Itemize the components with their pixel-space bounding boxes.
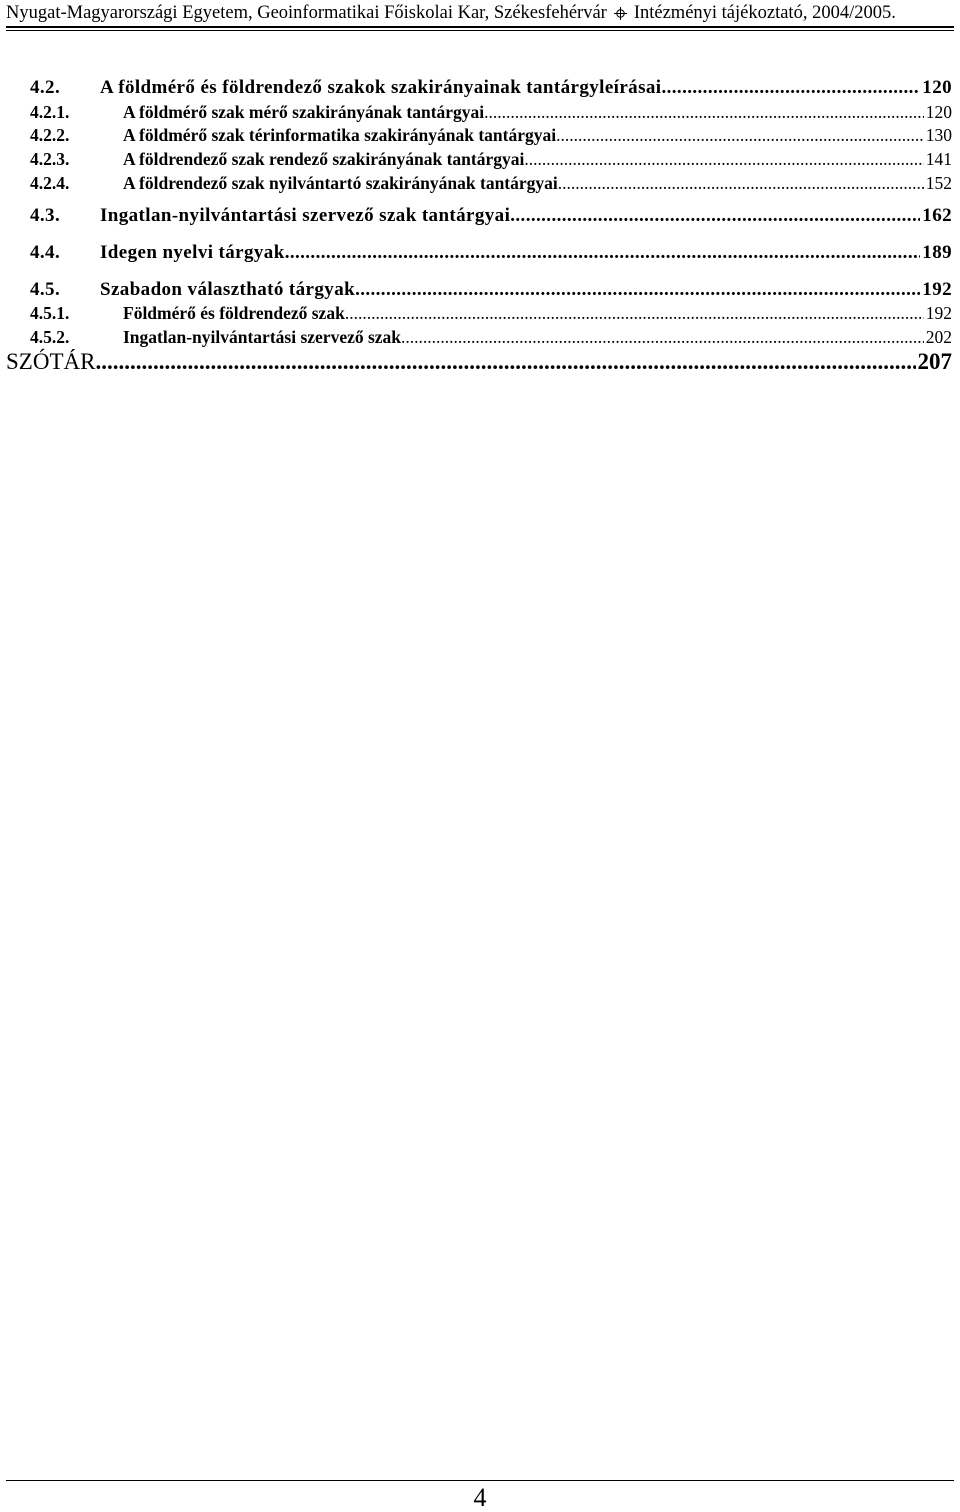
toc-entry-number: 4.2.2. [30,125,70,145]
toc-entry-title: A földmérő és földrendező szakok szakirányainak tantárgyleírásai [100,77,662,98]
toc-entry[interactable] [30,173,952,194]
toc-entry-number: 4.2.4. [30,173,70,193]
toc-entry[interactable] [30,242,952,264]
toc-entry[interactable] [30,149,952,170]
toc-entry-number: 4.5.1. [30,303,70,323]
toc-entry[interactable] [6,349,952,375]
toc-entry-title: Ingatlan-nyilvántartási szervező szak tantárgyai [100,205,511,226]
header-institution: Nyugat-Magyarországi Egyetem, Geoinformatikai Főiskolai Kar, Székesfehérvár [6,3,607,23]
toc-entry-page: 120 [925,102,952,122]
footer-rule [6,1480,954,1481]
toc-entry[interactable] [30,205,952,227]
toc-entry-title: Földmérő és földrendező szak [123,303,345,323]
toc-entry-title: A földmérő szak mérő szakirányának tantárgyai [123,102,485,122]
dot-leader [285,242,921,264]
toc-entry-title: A földmérő szak térinformatika szakirányának tantárgyai [123,125,557,145]
toc-entry-page: 141 [925,149,952,169]
toc-entry[interactable] [30,125,952,146]
dot-leader [401,327,924,348]
toc-entry-number: 4.4. [30,242,61,263]
toc-entry-number: 4.5.2. [30,327,70,347]
toc-entry[interactable] [30,303,952,324]
toc-entry-page: 207 [917,349,952,374]
toc-entry-page: 192 [925,303,952,323]
toc-entry-page: 120 [922,77,952,98]
toc-entry-page: 189 [922,242,952,263]
toc-entry-page: 192 [922,279,952,300]
toc-entry-number: 4.5. [30,279,61,300]
dot-leader [355,279,920,301]
toc-entry-number: 4.3. [30,205,61,226]
page-number: 4 [473,1483,487,1512]
dot-leader [484,102,924,123]
toc-entry-title: A földrendező szak rendező szakirányának tantárgyai [123,149,525,169]
dot-leader [95,349,915,375]
toc-entry[interactable] [30,77,952,99]
toc-entry[interactable] [30,102,952,123]
toc-entry[interactable] [30,327,952,348]
dot-leader [524,149,923,170]
toc-entry-number: 4.2.1. [30,102,70,122]
toc-entry-page: 130 [925,125,952,145]
header-rule-thin [6,30,954,31]
toc-entry-number: 4.2. [30,77,61,98]
header-document-title: Intézményi tájékoztató, 2004/2005. [633,3,896,23]
header-rule [6,26,954,28]
dot-leader [510,205,920,227]
toc-entry[interactable] [30,279,952,301]
dot-leader [558,173,924,194]
toc-entry-page: 152 [925,173,952,193]
toc-entry-title: Idegen nyelvi tárgyak [100,242,285,263]
dot-leader [661,77,920,99]
toc-entry-page: 202 [925,327,952,347]
page-header [6,0,954,26]
toc-entry-page: 162 [922,205,952,226]
toc-entry-title: Szabadon választható tárgyak [100,279,356,300]
dot-leader [556,125,924,146]
toc-entry-title: Ingatlan-nyilvántartási szervező szak [123,327,402,347]
toc-entry-title: A földrendező szak nyilvántartó szakirányának tantárgyai [123,173,558,193]
crosshair-circle-icon [614,7,627,20]
dot-leader [345,303,924,324]
toc-entry-title: SZÓTÁR [6,349,96,374]
toc-entry-number: 4.2.3. [30,149,70,169]
